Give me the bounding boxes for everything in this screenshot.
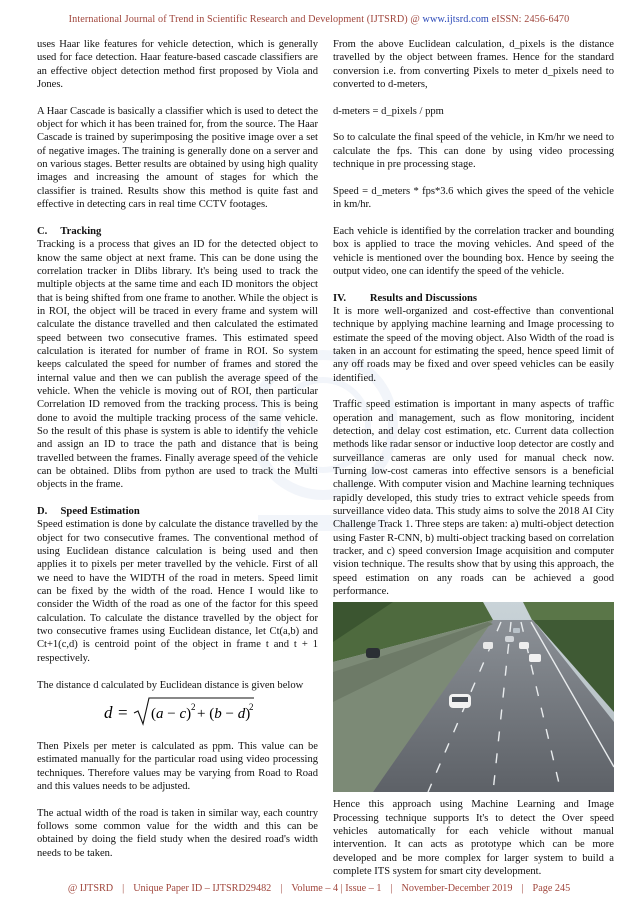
footer-page-number: Page 245 xyxy=(532,883,571,894)
paragraph: Traffic speed estimation is important in many aspects of traffic operation and management, such as flow monitoring, incident detection, and delay cost estimation, etc. Current data collection methods like radar sensor or inductive loop detector are costly and surveillance cameras are only used for manual check now. Turning low-cost cameras into effective sensors is a beneficial challenge. With computer vision and Machine learning techniques rapidly developed, this study tries to extract vehicle speeds from surveillance video data. This study aims to solve the 2018 AI City Challenge Track 1. Three steps are taken: a) multi-object detection using Faster R-CNN, b) multi-object tracking based on correlation tracker, and c) speed conversion Image acquisition and computer vision technique. The results show that by using this approach, the speed estimation on any roads can be achieved a good performance. xyxy=(333,399,614,598)
paragraph: Then Pixels per meter is calculated as ppm. This value can be estimated manually for the particular road using video processing techniques. Therefore values may be varying from Road to Road and this values needs to be adjusted. xyxy=(37,740,318,792)
svg-text:+ (b − d): + (b − d) xyxy=(196,705,250,722)
running-header xyxy=(0,14,638,25)
paragraph: Tracking is a process that gives an ID for the detected object to know the same object at next frame. This can be done using the correlation tracker in Dlibs library. It's being used to track the multiple objects at the same time and each ID monitors the object that is being shifted from one frame to another. While the object is in ROI, the object will be traced in every frame and system will calculate the distance travelled and then calculated the estimated speed between two consecutive frames. This estimated speed calculation is iterated for number of frame in ROI. So system keeps calculated the speed for number of frames and stored the internal value and then we can publish the average speed of the vehicle. When the vehicle is moving out of ROI, then particular Correlation ID removed from the tracking process. This is being done to avoid the multiple tracking process of the same vehicle. So the result of this phase is system is able to identify the vehicle and assign an ID to trace the path and distance that is being travelled between the frames. Finally average speed of the vehicle can be obtained. Dlibs from python are used to track the Multi objects in the frame. xyxy=(37,239,318,491)
paragraph: Speed = d_meters * fps*3.6 which gives the speed of the vehicle in km/hr. xyxy=(333,185,614,211)
svg-text:(a − c): (a − c) xyxy=(150,705,191,722)
euclidean-distance-equation xyxy=(37,694,318,730)
svg-text:d: d xyxy=(103,702,112,722)
journal-url-link[interactable]: www.ijtsrd.com xyxy=(422,14,489,25)
footer-site: @ IJTSRD xyxy=(67,883,114,894)
paragraph: Speed estimation is done by calculate the distance travelled by the object for two consecutive frames. The conventional method of using Euclidean distance calculation is being used and then applies it to pixels per meter travelled by the vehicle. First of all we need to have the WIDTH of the road in meters. Speed limit can be fixed by the width of the road. Hence I would like to consider the Width of the road as one of the factor for this speed calculation. To calculate the distance travelled by the object for two consecutive frames using Euclidean distance, let Ct(a,b) and Ct+1(c,d) is centroid point of the object in frame t and t + 1 respectively. xyxy=(37,519,318,664)
svg-text:2: 2 xyxy=(190,701,195,712)
left-column xyxy=(37,38,318,873)
paragraph: Each vehicle is identified by the correlation tracker and bounding box is applied to trace the moving vehicles. And speed of the vehicle is mentioned over the bounding box. Hence by seeing the output video, one can identify the speed of the vehicle. xyxy=(333,225,614,277)
paragraph: Hence this approach using Machine Learning and Image Processing technique supports It's to detect the Over speed vehicles automatically for each vehicle without manual intervention. It can acts as prototype which can be more developed and be more complex for larger system to build a complete ITS system for smart city development. xyxy=(333,799,614,878)
paragraph: The distance d calculated by Euclidean distance is given below xyxy=(37,679,304,691)
paragraph: A Haar Cascade is basically a classifier which is used to detect the object for which it has been trained for, from the source. The Haar Cascade is trained by superimposing the positive image over a set of negative images. The training is generally done on a server and on various stages. Better results are obtained by using high quality images and increasing the amount of stages for which the classifier is trained. Results show this method is quite fast and effective in detecting cars in real time CCTV footages. xyxy=(37,105,318,211)
header-prefix: International Journal of Trend in Scientific Research and Development (IJTSRD) @ xyxy=(68,14,423,25)
section-heading-speed-estimation: D. Speed Estimation xyxy=(37,506,140,518)
highway-traffic-photo xyxy=(333,602,614,792)
formula-dmeters: d-meters = d_pixels / ppm xyxy=(333,105,444,117)
paragraph: From the above Euclidean calculation, d_pixels is the distance travelled by the object between frames. Hence for the standard conversion i.e. from converting Pixels to meter d_pixels need to converted to d-meters, xyxy=(333,39,614,91)
paragraph: uses Haar like features for vehicle detection, which is generally used for face detection. Haar feature-based cascade classifiers are an effective object detection method first proposed by Viola and Jones. xyxy=(37,39,318,91)
section-heading-tracking: C. Tracking xyxy=(37,225,102,237)
paragraph: So to calculate the final speed of the vehicle, in Km/hr we need to calculate the fps. This can done by using video processing technique in pre processing stage. xyxy=(333,132,614,171)
header-suffix: eISSN: 2456-6470 xyxy=(488,14,570,25)
svg-text:2: 2 xyxy=(248,701,253,712)
footer-volume: Volume – 4 | Issue – 1 xyxy=(291,883,382,894)
section-heading-results: IV. Results and Discussions xyxy=(333,292,478,304)
footer-paper-id: Unique Paper ID – IJTSRD29482 xyxy=(133,883,272,894)
page-footer: @ IJTSRD | Unique Paper ID – IJTSRD29482 | Volume – 4 | Issue – 1 | November-December 2019 | Page 245 xyxy=(67,883,571,894)
svg-text:=: = xyxy=(117,702,128,722)
right-column xyxy=(333,38,614,892)
paragraph: The actual width of the road is taken in similar way, each country follows some common value for the width and this can be obtained by doing the field study when the desired road's width needs to be taken. xyxy=(37,807,318,859)
footer-date: November-December 2019 xyxy=(401,883,513,894)
paragraph: It is more well-organized and cost-effective than conventional technique by applying machine learning and Image processing to estimate the speed of the moving object. Also Width of the road is taken in an account for estimating the speed, hence speed limit of any off roads may be fixed and over speed vehicles can be easily identified. xyxy=(333,305,614,384)
